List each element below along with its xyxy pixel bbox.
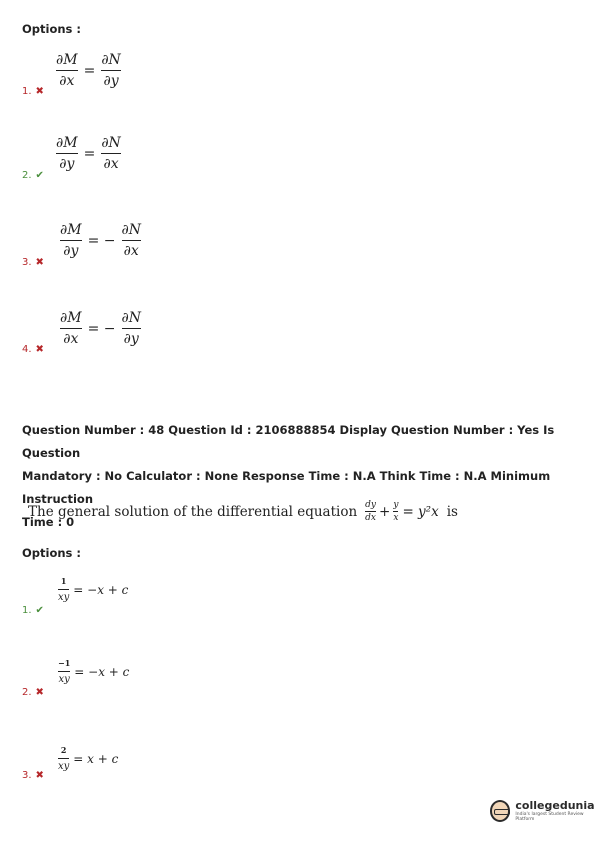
- y-over-x-fraction: y x: [393, 500, 399, 523]
- option-1-equation: $\frac{\partial M}{\partial x}$ = $\frac{\partial N}{\partial y}$: [56, 52, 121, 89]
- options-label-2: Options :: [22, 546, 81, 560]
- question-stem-text: The general solution of the differential equation: [28, 503, 358, 520]
- check-icon: ✔: [35, 604, 44, 616]
- cross-icon: ✖: [35, 769, 44, 781]
- cross-icon: ✖: [35, 686, 44, 698]
- answer-option-1-number: 1. ✔: [22, 604, 44, 616]
- question-meta-line-2: Mandatory : No Calculator : None Response Time : N.A Think Time : N.A Minimum Instruction: [22, 469, 551, 506]
- answer-option-3-number: 3. ✖: [22, 769, 44, 781]
- dy-dx-fraction: dy dx: [365, 500, 377, 523]
- answer-option-1-equation: $\frac{1}{xy}$ = −x + c: [58, 576, 129, 603]
- cross-icon: ✖: [35, 85, 44, 97]
- answer-option-2-number: 2. ✖: [22, 686, 44, 698]
- option-3-number: 3. ✖: [22, 256, 44, 268]
- answer-option-2-equation: $\frac{-1}{xy}$ = −x + c: [58, 658, 130, 685]
- logo-name: collegedunia: [515, 799, 595, 812]
- cross-icon: ✖: [35, 256, 44, 268]
- options-label: Options :: [22, 22, 81, 36]
- option-3-equation: $\frac{\partial M}{\partial y}$ = − $\frac{\partial N}{\partial x}$: [60, 222, 141, 259]
- option-4-equation: $\frac{\partial M}{\partial x}$ = − $\frac{\partial N}{\partial y}$: [60, 310, 141, 347]
- option-2-number: 2. ✔: [22, 169, 44, 181]
- answer-option-3-equation: $\frac{2}{xy}$ = x + c: [58, 745, 119, 772]
- option-4-number: 4. ✖: [22, 343, 44, 355]
- option-1-number: 1. ✖: [22, 85, 44, 97]
- mascot-icon: [490, 800, 510, 822]
- option-2-equation: $\frac{\partial M}{\partial y}$ = $\frac{\partial N}{\partial x}$: [56, 135, 121, 172]
- collegedunia-logo: [490, 800, 595, 822]
- check-icon: ✔: [35, 169, 44, 181]
- question-meta-line-3: Time : 0: [22, 515, 75, 529]
- logo-tagline: India's largest Student Review Platform: [515, 812, 584, 822]
- question-meta-line-1: Question Number : 48 Question Id : 2106888854 Display Question Number : Yes Is Question: [22, 423, 555, 460]
- question-stem: The general solution of the differential equation dy dx + y x = y²x is: [28, 500, 458, 523]
- cross-icon: ✖: [35, 343, 44, 355]
